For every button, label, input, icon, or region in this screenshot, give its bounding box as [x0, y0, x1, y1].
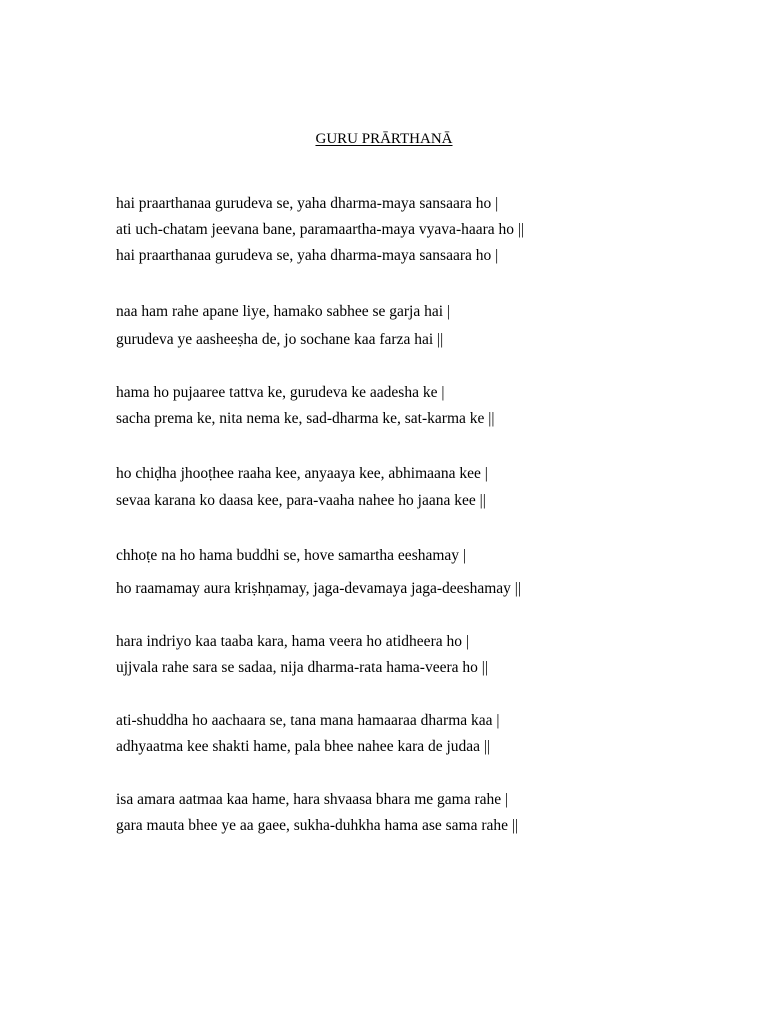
- verse-line: hama ho pujaaree tattva ke, gurudeva ke aadesha ke |: [116, 384, 445, 401]
- verse-line: ati-shuddha ho aachaara se, tana mana hamaaraa dharma kaa |: [116, 712, 500, 729]
- verse-line: ho chiḍha jhooṭhee raaha kee, anyaaya kee, abhimaana kee |: [116, 465, 488, 482]
- verse-line: gurudeva ye aasheeṣha de, jo sochane kaa farza hai ||: [116, 331, 444, 348]
- verse-line: ati uch-chatam jeevana bane, paramaartha-maya vyava-haara ho ||: [116, 221, 525, 238]
- page-title: GURU PRĀRTHANĀ: [315, 131, 453, 147]
- verse-line: sacha prema ke, nita nema ke, sad-dharma ke, sat-karma ke ||: [116, 410, 495, 427]
- verse-line: sevaa karana ko daasa kee, para-vaaha nahee ho jaana kee ||: [116, 492, 486, 509]
- verse-line: ujjvala rahe sara se sadaa, nija dharma-rata hama-veera ho ||: [116, 659, 488, 676]
- verse-line: hai praarthanaa gurudeva se, yaha dharma-maya sansaara ho |: [116, 195, 499, 212]
- verse-line: naa ham rahe apane liye, hamako sabhee se garja hai |: [116, 303, 451, 320]
- verse-line: adhyaatma kee shakti hame, pala bhee nahee kara de judaa ||: [116, 738, 491, 755]
- verse-line: gara mauta bhee ye aa gaee, sukha-duhkha hama ase sama rahe ||: [116, 817, 519, 834]
- verse-line: hara indriyo kaa taaba kara, hama veera ho atidheera ho |: [116, 633, 469, 650]
- verse-line: chhoṭe na ho hama buddhi se, hove samartha eeshamay |: [116, 547, 467, 564]
- verse-line: hai praarthanaa gurudeva se, yaha dharma-maya sansaara ho |: [116, 247, 499, 264]
- verse-line: ho raamamay aura kriṣhṇamay, jaga-devamaya jaga-deeshamay ||: [116, 580, 521, 597]
- verse-line: isa amara aatmaa kaa hame, hara shvaasa bhara me gama rahe |: [116, 791, 509, 808]
